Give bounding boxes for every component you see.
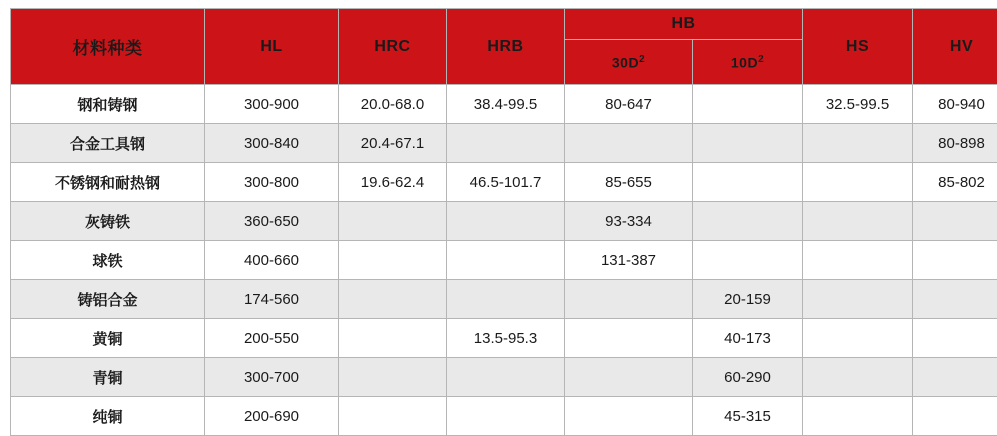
cell-hrb xyxy=(447,241,565,280)
cell-hs xyxy=(803,280,913,319)
column-header-hv: HV xyxy=(913,9,997,85)
table-row xyxy=(11,85,997,124)
cell-hv: 80-940 xyxy=(913,85,997,124)
cell-hs xyxy=(803,163,913,202)
column-header-hb-10d xyxy=(693,40,803,85)
cell-hb-30d xyxy=(565,397,693,436)
column-header-hrc: HRC xyxy=(339,9,447,85)
cell-hrb: 38.4-99.5 xyxy=(447,85,565,124)
cell-hv xyxy=(913,280,997,319)
cell-material: 钢和铸钢 xyxy=(11,85,205,124)
table-body xyxy=(11,85,997,436)
cell-hv xyxy=(913,319,997,358)
cell-hrc: 20.4-67.1 xyxy=(339,124,447,163)
cell-hs xyxy=(803,124,913,163)
cell-hl: 300-700 xyxy=(205,358,339,397)
cell-hs xyxy=(803,319,913,358)
hb-30d-exponent: 2 xyxy=(639,54,645,65)
cell-hrc xyxy=(339,241,447,280)
hb-10d-exponent: 2 xyxy=(758,54,764,65)
cell-hb-30d: 85-655 xyxy=(565,163,693,202)
hb-10d-label: 10D xyxy=(731,54,758,70)
cell-material: 铸铝合金 xyxy=(11,280,205,319)
cell-hv: 80-898 xyxy=(913,124,997,163)
column-header-hb-group: HB xyxy=(565,9,803,40)
column-header-hs: HS xyxy=(803,9,913,85)
table-header xyxy=(11,9,997,85)
cell-hb-30d: 93-334 xyxy=(565,202,693,241)
table-row xyxy=(11,319,997,358)
cell-hb-30d xyxy=(565,124,693,163)
cell-hrc: 19.6-62.4 xyxy=(339,163,447,202)
cell-hrb: 46.5-101.7 xyxy=(447,163,565,202)
cell-hrb xyxy=(447,397,565,436)
column-header-material: 材料种类 xyxy=(11,9,205,85)
cell-hb-10d xyxy=(693,85,803,124)
cell-hb-10d xyxy=(693,124,803,163)
cell-hv: 85-802 xyxy=(913,163,997,202)
cell-hl: 200-690 xyxy=(205,397,339,436)
cell-hv xyxy=(913,358,997,397)
cell-hs xyxy=(803,358,913,397)
cell-hl: 400-660 xyxy=(205,241,339,280)
table-row xyxy=(11,280,997,319)
cell-hs xyxy=(803,241,913,280)
cell-hb-30d xyxy=(565,319,693,358)
cell-hb-10d: 20-159 xyxy=(693,280,803,319)
column-header-hb-30d xyxy=(565,40,693,85)
cell-hb-30d: 80-647 xyxy=(565,85,693,124)
hb-30d-label: 30D xyxy=(612,54,639,70)
cell-hb-10d xyxy=(693,163,803,202)
cell-hv xyxy=(913,241,997,280)
cell-hl: 300-840 xyxy=(205,124,339,163)
table-row xyxy=(11,358,997,397)
table-row xyxy=(11,124,997,163)
cell-material: 黄铜 xyxy=(11,319,205,358)
cell-hrc: 20.0-68.0 xyxy=(339,85,447,124)
cell-hrc xyxy=(339,280,447,319)
cell-hrb xyxy=(447,280,565,319)
cell-hrc xyxy=(339,358,447,397)
header-row-primary xyxy=(11,9,997,40)
table-row xyxy=(11,163,997,202)
cell-hrb xyxy=(447,124,565,163)
cell-material: 合金工具钢 xyxy=(11,124,205,163)
column-header-hl: HL xyxy=(205,9,339,85)
column-header-hrb: HRB xyxy=(447,9,565,85)
cell-hv xyxy=(913,397,997,436)
cell-hl: 300-800 xyxy=(205,163,339,202)
cell-material: 纯铜 xyxy=(11,397,205,436)
cell-hrc xyxy=(339,397,447,436)
cell-hrc xyxy=(339,202,447,241)
cell-hl: 300-900 xyxy=(205,85,339,124)
cell-hrc xyxy=(339,319,447,358)
cell-hb-10d: 60-290 xyxy=(693,358,803,397)
table-row xyxy=(11,241,997,280)
hardness-conversion-table xyxy=(10,8,997,436)
cell-hb-10d xyxy=(693,202,803,241)
cell-hl: 174-560 xyxy=(205,280,339,319)
cell-hb-10d xyxy=(693,241,803,280)
cell-hb-30d xyxy=(565,358,693,397)
cell-hrb xyxy=(447,202,565,241)
cell-material: 球铁 xyxy=(11,241,205,280)
cell-hv xyxy=(913,202,997,241)
cell-hs: 32.5-99.5 xyxy=(803,85,913,124)
cell-material: 青铜 xyxy=(11,358,205,397)
cell-hb-10d: 45-315 xyxy=(693,397,803,436)
cell-hl: 200-550 xyxy=(205,319,339,358)
cell-hrb xyxy=(447,358,565,397)
cell-hs xyxy=(803,202,913,241)
table-row xyxy=(11,397,997,436)
cell-material: 不锈钢和耐热钢 xyxy=(11,163,205,202)
cell-hb-30d xyxy=(565,280,693,319)
cell-hb-10d: 40-173 xyxy=(693,319,803,358)
cell-hs xyxy=(803,397,913,436)
cell-material: 灰铸铁 xyxy=(11,202,205,241)
table-row xyxy=(11,202,997,241)
cell-hb-30d: 131-387 xyxy=(565,241,693,280)
cell-hrb: 13.5-95.3 xyxy=(447,319,565,358)
cell-hl: 360-650 xyxy=(205,202,339,241)
